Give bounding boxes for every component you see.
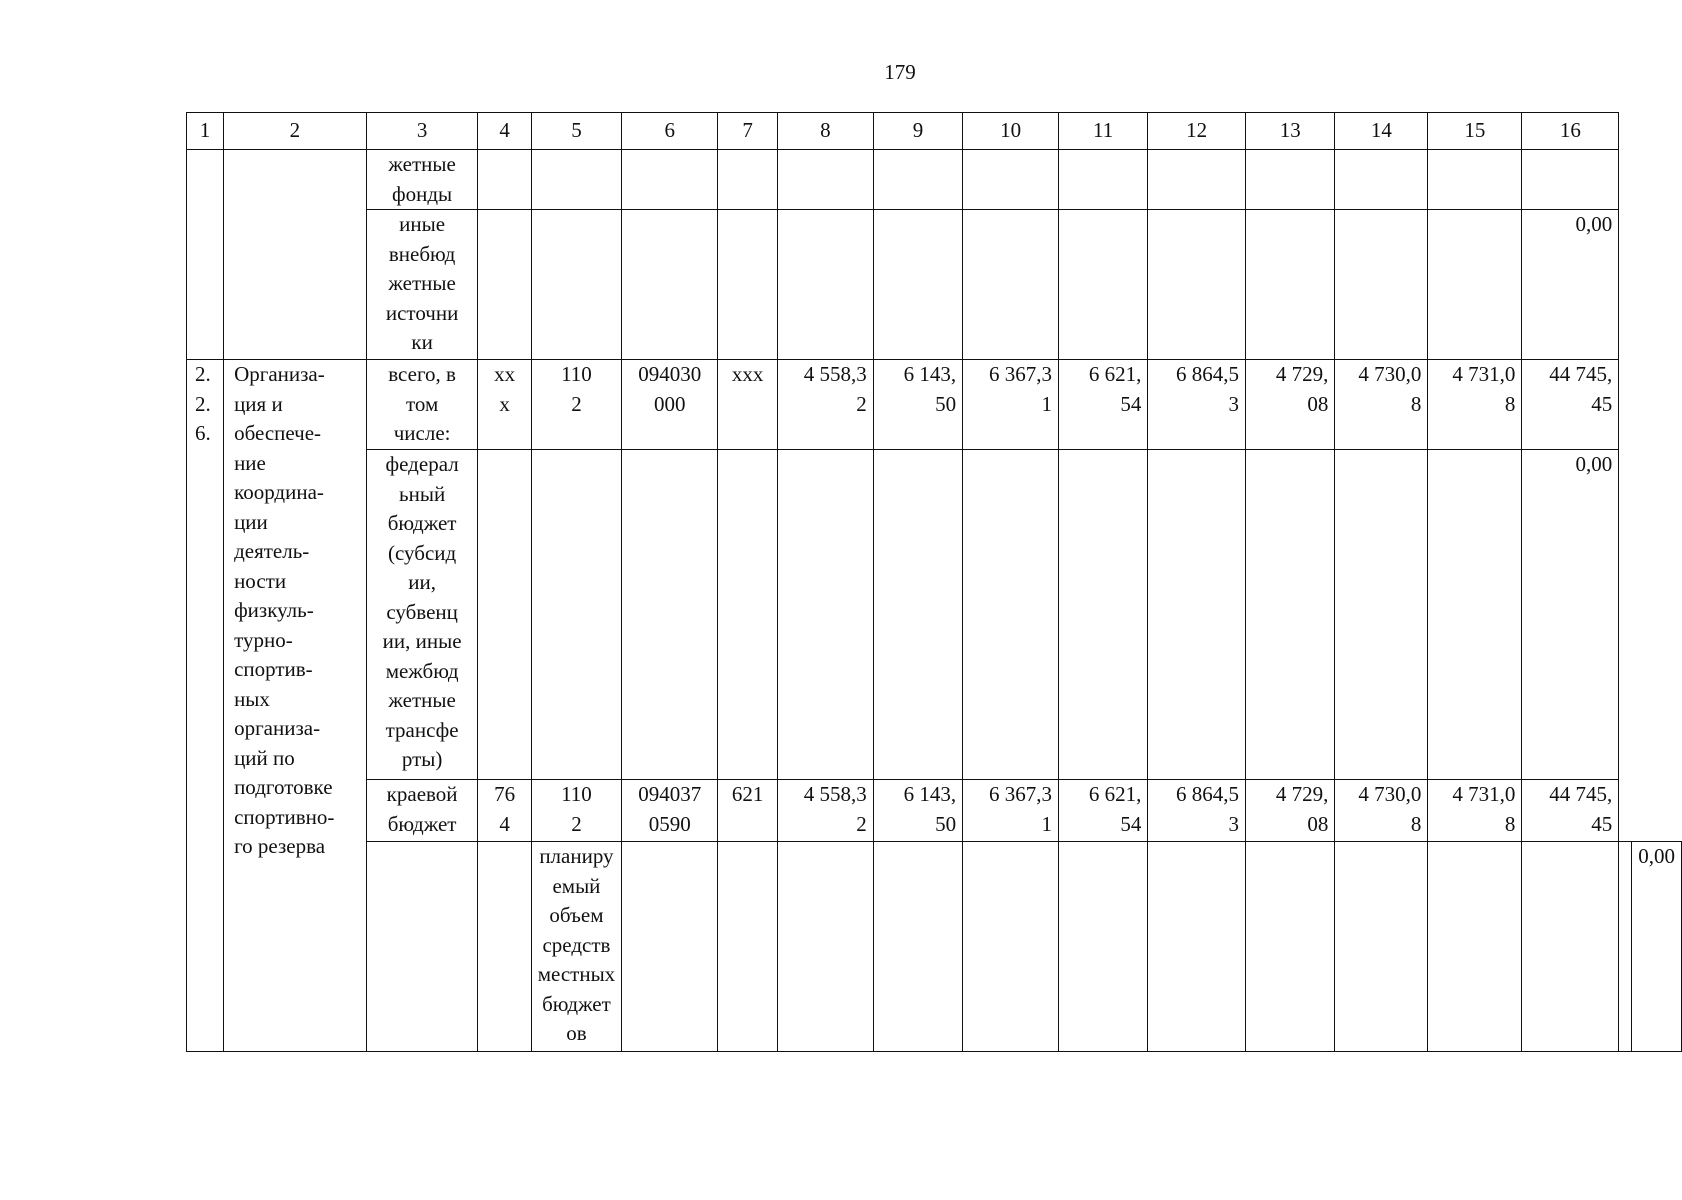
value-cell (1335, 150, 1428, 210)
value-cell (622, 210, 718, 360)
value-cell (478, 450, 531, 780)
value-cell (1428, 150, 1522, 210)
value-cell (873, 150, 962, 210)
value-cell (1148, 150, 1246, 210)
code-cell: 110 2 (531, 360, 621, 450)
page-number: 179 (884, 60, 916, 84)
value-cell (1148, 450, 1246, 780)
value-cell (1335, 842, 1428, 1052)
code-cell: 110 2 (531, 780, 621, 842)
value-cell (777, 450, 873, 780)
value-cell (622, 842, 718, 1052)
value-cell: 6 367,3 1 (963, 360, 1059, 450)
value-cell (478, 150, 531, 210)
value-cell (1058, 210, 1147, 360)
value-cell (1335, 450, 1428, 780)
value-cell: 4 729, 08 (1245, 360, 1334, 450)
value-cell (777, 842, 873, 1052)
header-cell: 7 (718, 113, 778, 150)
value-cell (1619, 842, 1632, 1052)
value-cell (777, 150, 873, 210)
value-cell (622, 450, 718, 780)
value-cell (1245, 210, 1334, 360)
header-cell: 10 (963, 113, 1059, 150)
value-cell (1058, 150, 1147, 210)
header-cell: 6 (622, 113, 718, 150)
value-cell (622, 150, 718, 210)
value-cell (1058, 842, 1147, 1052)
value-cell (1245, 450, 1334, 780)
value-cell (718, 210, 778, 360)
empty-name-cell (478, 842, 531, 1052)
total-cell: 44 745, 45 (1522, 360, 1619, 450)
code-cell: 094037 0590 (622, 780, 718, 842)
value-cell (531, 450, 621, 780)
empty-name-cell (224, 150, 367, 360)
total-cell: 44 745, 45 (1522, 780, 1619, 842)
header-cell: 14 (1335, 113, 1428, 150)
value-cell (1148, 842, 1246, 1052)
header-cell: 8 (777, 113, 873, 150)
item-number: 2. 2. 6. (187, 360, 224, 1052)
value-cell (478, 210, 531, 360)
header-cell: 1 (187, 113, 224, 150)
table-row (187, 842, 1682, 1052)
value-cell: 4 730,0 8 (1335, 360, 1428, 450)
code-cell: 76 4 (478, 780, 531, 842)
value-cell (718, 842, 778, 1052)
header-cell: 12 (1148, 113, 1246, 150)
total-cell: 0,00 (1522, 450, 1619, 780)
value-cell: 6 621, 54 (1058, 360, 1147, 450)
total-cell: 0,00 (1522, 210, 1619, 360)
header-cell: 16 (1522, 113, 1619, 150)
source-label: иные внебюд жетные источни ки (366, 210, 478, 360)
value-cell (963, 450, 1059, 780)
empty-number-cell (187, 150, 224, 360)
empty-number-cell (366, 842, 478, 1052)
source-label: краевой бюджет (366, 780, 478, 842)
header-cell: 9 (873, 113, 962, 150)
value-cell (963, 210, 1059, 360)
value-cell (1428, 450, 1522, 780)
value-cell (873, 210, 962, 360)
value-cell (1522, 150, 1619, 210)
header-cell: 4 (478, 113, 531, 150)
value-cell: 6 864,5 3 (1148, 360, 1246, 450)
value-cell (531, 210, 621, 360)
value-cell (873, 842, 962, 1052)
value-cell (873, 450, 962, 780)
value-cell: 4 558,3 2 (777, 360, 873, 450)
value-cell (1245, 150, 1334, 210)
source-label: жетные фонды (366, 150, 478, 210)
value-cell (1522, 842, 1619, 1052)
header-row (187, 113, 1682, 150)
source-label: всего, в том числе: (366, 360, 478, 450)
value-cell (1335, 210, 1428, 360)
header-cell: 13 (1245, 113, 1334, 150)
value-cell (1058, 450, 1147, 780)
header-cell: 5 (531, 113, 621, 150)
source-label: планиру емый объем средств местных бюджет ов (531, 842, 621, 1052)
value-cell: 4 730,0 8 (1335, 780, 1428, 842)
table-row (187, 450, 1682, 780)
value-cell (1245, 842, 1334, 1052)
value-cell: 6 864,5 3 (1148, 780, 1246, 842)
value-cell (531, 150, 621, 210)
table-row (187, 780, 1682, 842)
value-cell: 4 729, 08 (1245, 780, 1334, 842)
budget-table (186, 112, 1682, 1052)
value-cell: 6 143, 50 (873, 780, 962, 842)
code-cell: 094030 000 (622, 360, 718, 450)
table-row (187, 360, 1682, 450)
value-cell: 4 731,0 8 (1428, 360, 1522, 450)
value-cell: 6 367,3 1 (963, 780, 1059, 842)
value-cell (1148, 210, 1246, 360)
value-cell (777, 210, 873, 360)
value-cell: 6 621, 54 (1058, 780, 1147, 842)
code-cell: хх х (478, 360, 531, 450)
value-cell (1428, 210, 1522, 360)
header-cell: 3 (366, 113, 478, 150)
table-row (187, 150, 1682, 210)
header-cell: 15 (1428, 113, 1522, 150)
source-label: федерал ьный бюджет (субсид ии, субвенц ии, иные межбюд жетные трансфе рты) (366, 450, 478, 780)
item-name: Организа- ция и обеспече- ние координа- ции деятель- ности физкуль- турно- спортив- ных организа- ций по подготовке спортивно- го резерва (224, 360, 367, 1052)
total-cell: 0,00 (1632, 842, 1682, 1052)
table-row (187, 210, 1682, 360)
code-cell: ххх (718, 360, 778, 450)
value-cell (718, 150, 778, 210)
value-cell (963, 842, 1059, 1052)
value-cell: 4 731,0 8 (1428, 780, 1522, 842)
value-cell (1428, 842, 1522, 1052)
code-cell: 621 (718, 780, 778, 842)
value-cell (718, 450, 778, 780)
value-cell: 4 558,3 2 (777, 780, 873, 842)
value-cell (963, 150, 1059, 210)
value-cell: 6 143, 50 (873, 360, 962, 450)
header-cell: 2 (224, 113, 367, 150)
header-cell: 11 (1058, 113, 1147, 150)
